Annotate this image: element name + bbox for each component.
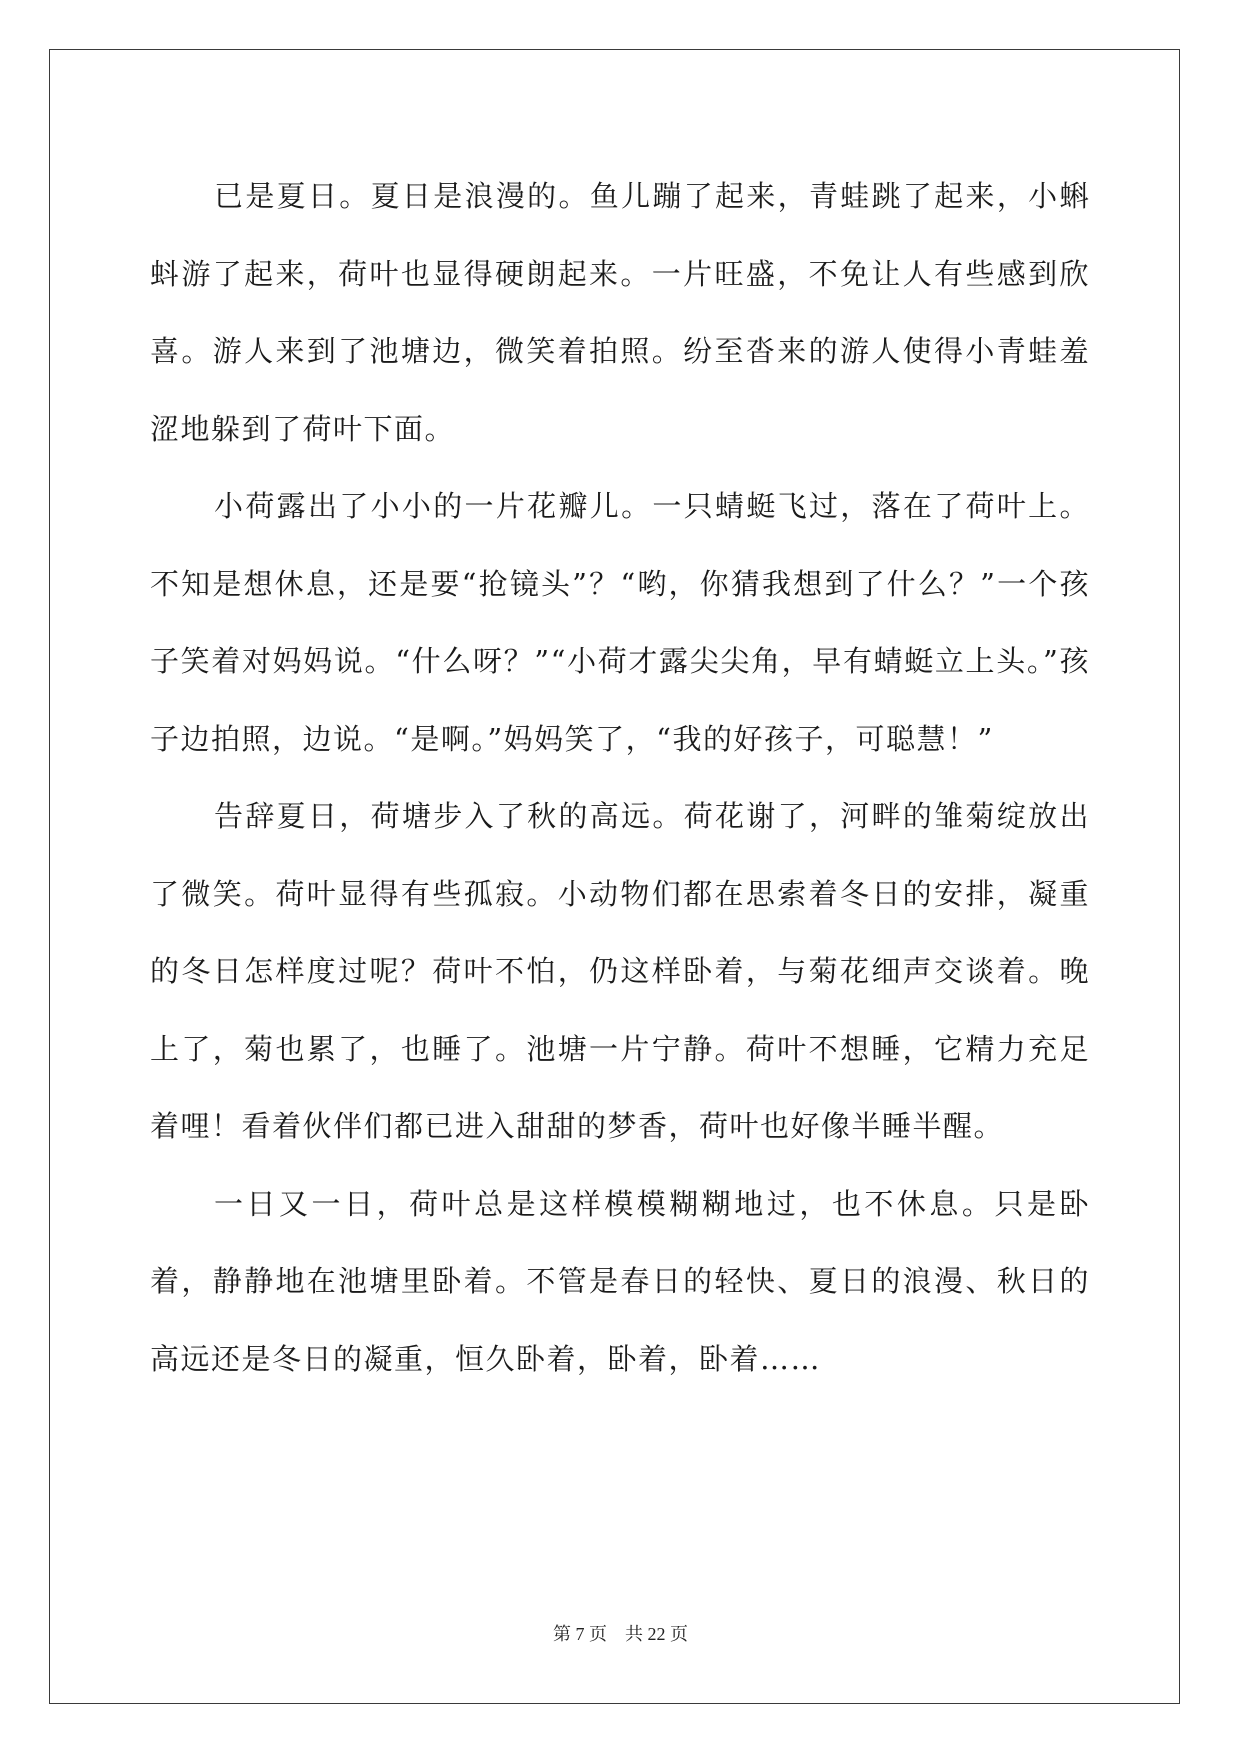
paragraph-3: 告辞夏日，荷塘步入了秋的高远。荷花谢了，河畔的雏菊绽放出了微笑。荷叶显得有些孤寂。小动物们都在思索着冬日的安排，凝重的冬日怎样度过呢？荷叶不怕，仍这样卧着，与菊花细声交谈着。晚上了，菊也累了，也睡了。池塘一片宁静。荷叶不想睡，它精力充足着哩！看着伙伴们都已进入甜甜的梦香，荷叶也好像半睡半醒。 — [150, 799, 1090, 1143]
page-footer — [0, 1620, 1241, 1646]
paragraph-2: 小荷露出了小小的一片花瓣儿。一只蜻蜓飞过，落在了荷叶上。不知是想休息，还是要“抢镜头”？“哟，你猜我想到了什么？”一个孩子笑着对妈妈说。“什么呀？”“小荷才露尖尖角，早有蜻蜓立上头。”孩子边拍照，边说。“是啊。”妈妈笑了，“我的好孩子，可聪慧！” — [150, 489, 1090, 756]
page-number: 第 7 页 — [553, 1624, 607, 1644]
document-body — [150, 158, 1090, 1398]
page-total: 共 22 页 — [625, 1624, 688, 1644]
paragraph-4: 一日又一日，荷叶总是这样模模糊糊地过，也不休息。只是卧着，静静地在池塘里卧着。不管是春日的轻快、夏日的浪漫、秋日的高远还是冬日的凝重，恒久卧着，卧着，卧着…… — [150, 1186, 1090, 1376]
paragraph-1: 已是夏日。夏日是浪漫的。鱼儿蹦了起来，青蛙跳了起来，小蝌蚪游了起来，荷叶也显得硬朗起来。一片旺盛，不免让人有些感到欣喜。游人来到了池塘边，微笑着拍照。纷至沓来的游人使得小青蛙羞涩地躲到了荷叶下面。 — [150, 179, 1090, 446]
